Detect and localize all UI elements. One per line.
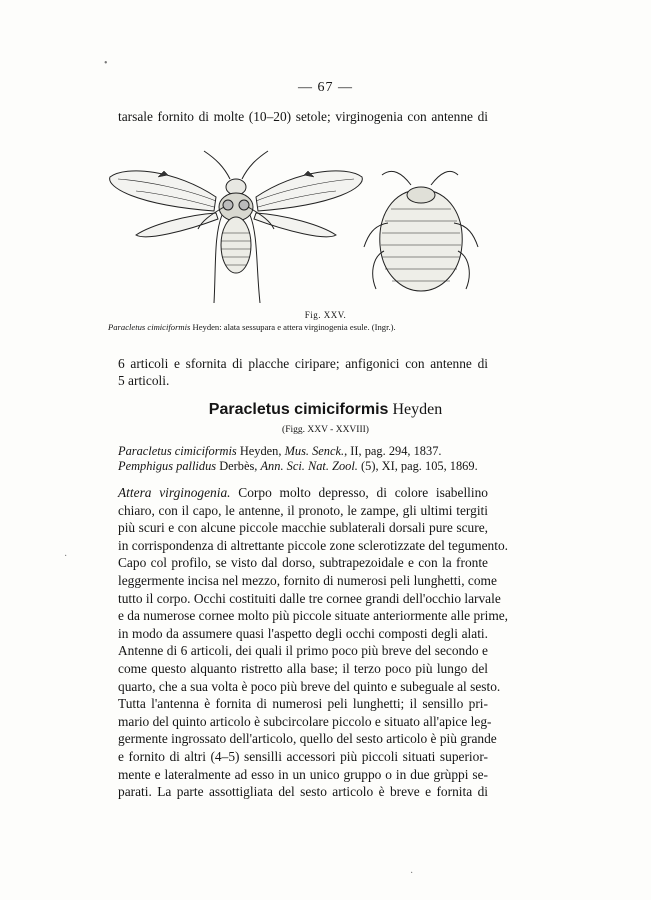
body-line: come questo alquanto ristretto alla base; il terzo poco più lungo del [118, 660, 488, 676]
species-heading [0, 401, 651, 419]
synonym-ref: , II, pag. 294, 1837. [344, 444, 442, 458]
synonym-entry [118, 459, 488, 474]
caption-species: Paracletus cimiciformis [108, 322, 191, 332]
body-line: 5 articoli. [118, 373, 170, 388]
body-line: Tutta l'antenna è fornita di numerosi peli lunghetti; il sensillo pri- [118, 696, 488, 712]
species-name: Paracletus cimiciformis [208, 401, 389, 418]
body-line: Antenne di 6 articoli, dei quali il primo poco più breve del secondo e [118, 643, 488, 659]
caption-text: Heyden: alata sessupara e attera virginogenia esule. (Ingr.). [190, 322, 396, 332]
apterous-aphid-drawing [364, 171, 478, 291]
page-number: — 67 — [298, 80, 353, 95]
continuation-line: tarsale fornito di molte (10–20) setole; virginogenia con antenne di [118, 109, 488, 124]
synonym-name: Pemphigus pallidus [118, 459, 217, 473]
body-line: Capo col profilo, se visto dal dorso, subtrapezoidale e con la fronte [118, 555, 488, 571]
body-line: tutto il corpo. Occhi costituiti dalle tre cornee grandi dell'occhio larvale [118, 590, 501, 606]
body-line: e fornito di altri (4–5) sensilli accessori più piccoli situati superior- [118, 748, 488, 764]
body-line: più scuri e con alcune piccole macchie sublaterali dorsali pure scure, [118, 520, 488, 536]
speck-mark: · [410, 868, 414, 879]
body-line [118, 484, 488, 502]
synonym-journal: Ann. Sci. Nat. Zool. [260, 459, 358, 473]
winged-aphid-drawing [110, 151, 363, 303]
synonym-name: Paracletus cimiciformis [118, 444, 237, 458]
description-lead-rest: Corpo molto depresso, di colore isabellino [230, 485, 488, 500]
synonym-entry [118, 444, 488, 459]
body-line: chiaro, con il capo, le antenne, il pronoto, le zampe, gli ultimi tergiti [118, 502, 488, 518]
figure-label: Fig. XXV. [304, 310, 347, 320]
body-line: in modo da assumere quasi l'aspetto degli occhi composti degli alati. [118, 625, 488, 641]
synonym-author: Heyden, [236, 444, 285, 458]
synonym-journal: Mus. Senck. [284, 444, 345, 458]
body-line: e da numerose cornee molto più piccole situate anteriormente alle prime, [118, 608, 509, 624]
speck-mark: · [64, 551, 68, 562]
body-line: germente ingrossato dell'articolo, quello del sesto articolo è più grande [118, 731, 497, 747]
synonym-ref: (5), XI, pag. 105, 1869. [357, 459, 478, 473]
aphid-illustration [106, 145, 486, 310]
figure-caption [108, 322, 508, 332]
figures-reference: (Figg. XXV - XXVIII) [282, 425, 369, 435]
body-line: leggermente incisa nel mezzo, fornito di numerosi peli lunghetti, come [118, 572, 497, 588]
body-line: 6 articoli e sfornita di placche ciripare; anfigonici con antenne di [118, 356, 488, 371]
species-author: Heyden [388, 401, 443, 418]
body-line: mente e lateralmente ad esso in un unico gruppo o in due grùppi se- [118, 766, 488, 782]
speck-mark: • [104, 58, 108, 69]
description-lead: Attera virginogenia. [118, 485, 231, 500]
body-line: mario del quinto articolo è subcircolare piccolo e situato all'apice leg- [118, 713, 492, 729]
synonym-author: Derbès, [216, 459, 261, 473]
body-line: parati. La parte assottigliata del sesto articolo è breve e fornita di [118, 784, 488, 800]
body-line: quarto, che a sua volta è poco più breve del quinto e subeguale al sesto. [118, 678, 501, 694]
description-paragraph [118, 484, 509, 801]
body-line: in corrispondenza di altrettante piccole zone sclerotizzate del tegumento. [118, 537, 509, 553]
